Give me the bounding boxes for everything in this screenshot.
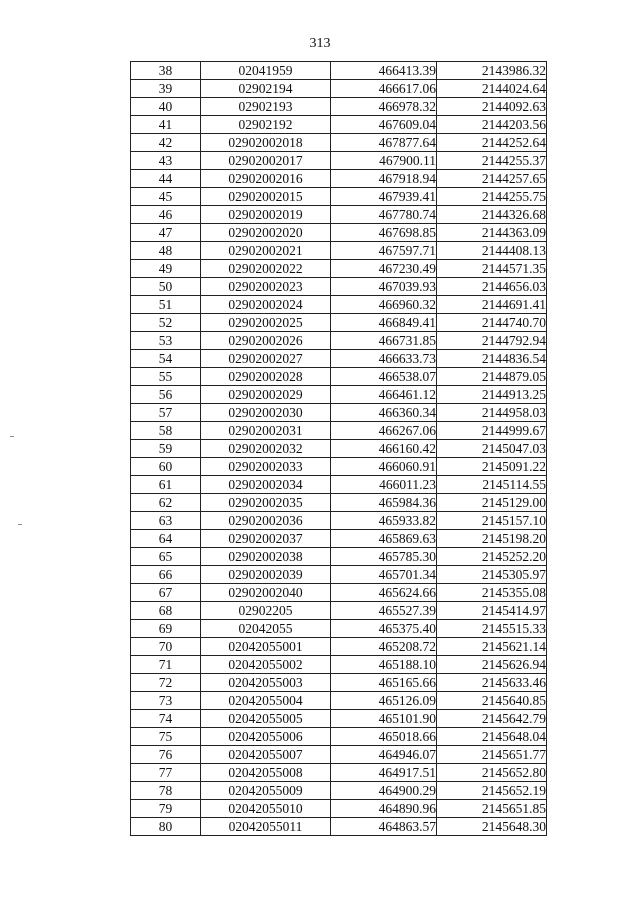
row-number: 42 <box>131 134 201 152</box>
table-row <box>131 530 547 548</box>
row-number: 46 <box>131 206 201 224</box>
row-number: 50 <box>131 278 201 296</box>
table-row <box>131 512 547 530</box>
table-row <box>131 368 547 386</box>
coord-x: 465165.66 <box>331 674 437 692</box>
coord-x: 466160.42 <box>331 440 437 458</box>
row-number: 56 <box>131 386 201 404</box>
coord-y: 2144879.05 <box>437 368 547 386</box>
table-row <box>131 566 547 584</box>
point-code: 02902194 <box>201 80 331 98</box>
table-row <box>131 62 547 80</box>
row-number: 61 <box>131 476 201 494</box>
coord-y: 2145652.80 <box>437 764 547 782</box>
coord-x: 465527.39 <box>331 602 437 620</box>
row-number: 48 <box>131 242 201 260</box>
coord-x: 467780.74 <box>331 206 437 224</box>
point-code: 02902002019 <box>201 206 331 224</box>
table-row <box>131 800 547 818</box>
coord-y: 2144257.65 <box>437 170 547 188</box>
point-code: 02902002029 <box>201 386 331 404</box>
coord-x: 464900.29 <box>331 782 437 800</box>
row-number: 54 <box>131 350 201 368</box>
table-row <box>131 620 547 638</box>
table-row <box>131 386 547 404</box>
coord-x: 465701.34 <box>331 566 437 584</box>
point-code: 02042055011 <box>201 818 331 836</box>
coord-x: 466849.41 <box>331 314 437 332</box>
point-code: 02042055001 <box>201 638 331 656</box>
row-number: 71 <box>131 656 201 674</box>
row-number: 73 <box>131 692 201 710</box>
table-row <box>131 656 547 674</box>
table-row <box>131 602 547 620</box>
coord-y: 2145651.85 <box>437 800 547 818</box>
table-row <box>131 584 547 602</box>
table-row <box>131 692 547 710</box>
coord-x: 467597.71 <box>331 242 437 260</box>
row-number: 49 <box>131 260 201 278</box>
coord-x: 467609.04 <box>331 116 437 134</box>
table-row <box>131 458 547 476</box>
row-number: 60 <box>131 458 201 476</box>
coord-y: 2144792.94 <box>437 332 547 350</box>
coord-y: 2144691.41 <box>437 296 547 314</box>
coord-y: 2145414.97 <box>437 602 547 620</box>
coord-x: 465869.63 <box>331 530 437 548</box>
point-code: 02902002020 <box>201 224 331 242</box>
table-row <box>131 98 547 116</box>
coord-x: 467039.93 <box>331 278 437 296</box>
row-number: 55 <box>131 368 201 386</box>
point-code: 02902205 <box>201 602 331 620</box>
row-number: 38 <box>131 62 201 80</box>
coord-x: 465933.82 <box>331 512 437 530</box>
coord-x: 467900.11 <box>331 152 437 170</box>
table-row <box>131 224 547 242</box>
coord-x: 466633.73 <box>331 350 437 368</box>
margin-mark <box>10 436 14 437</box>
coord-y: 2145642.79 <box>437 710 547 728</box>
point-code: 02042055006 <box>201 728 331 746</box>
coord-x: 466538.07 <box>331 368 437 386</box>
coord-y: 2143986.32 <box>437 62 547 80</box>
row-number: 72 <box>131 674 201 692</box>
row-number: 69 <box>131 620 201 638</box>
point-code: 02902002040 <box>201 584 331 602</box>
row-number: 76 <box>131 746 201 764</box>
row-number: 80 <box>131 818 201 836</box>
row-number: 63 <box>131 512 201 530</box>
coord-y: 2145515.33 <box>437 620 547 638</box>
table-row <box>131 494 547 512</box>
point-code: 02902002015 <box>201 188 331 206</box>
coord-y: 2144740.70 <box>437 314 547 332</box>
table-row <box>131 404 547 422</box>
point-code: 02902002018 <box>201 134 331 152</box>
table-row <box>131 764 547 782</box>
point-code: 02902002025 <box>201 314 331 332</box>
coord-y: 2145157.10 <box>437 512 547 530</box>
table-row <box>131 746 547 764</box>
coord-y: 2145129.00 <box>437 494 547 512</box>
point-code: 02042055 <box>201 620 331 638</box>
coord-x: 465624.66 <box>331 584 437 602</box>
coord-x: 465126.09 <box>331 692 437 710</box>
row-number: 45 <box>131 188 201 206</box>
coord-x: 466617.06 <box>331 80 437 98</box>
coord-x: 466978.32 <box>331 98 437 116</box>
table-body <box>131 62 547 836</box>
row-number: 58 <box>131 422 201 440</box>
row-number: 47 <box>131 224 201 242</box>
row-number: 59 <box>131 440 201 458</box>
point-code: 02042055010 <box>201 800 331 818</box>
point-code: 02042055004 <box>201 692 331 710</box>
coord-x: 466461.12 <box>331 386 437 404</box>
point-code: 02902002035 <box>201 494 331 512</box>
row-number: 70 <box>131 638 201 656</box>
point-code: 02902002022 <box>201 260 331 278</box>
table-row <box>131 170 547 188</box>
table-row <box>131 206 547 224</box>
coord-y: 2145252.20 <box>437 548 547 566</box>
point-code: 02902002036 <box>201 512 331 530</box>
page-number: 313 <box>309 36 331 51</box>
row-number: 74 <box>131 710 201 728</box>
coord-y: 2145198.20 <box>437 530 547 548</box>
point-code: 02042055003 <box>201 674 331 692</box>
table-row <box>131 296 547 314</box>
point-code: 02902002033 <box>201 458 331 476</box>
row-number: 57 <box>131 404 201 422</box>
coord-y: 2145626.94 <box>437 656 547 674</box>
coord-x: 466011.23 <box>331 476 437 494</box>
row-number: 75 <box>131 728 201 746</box>
coord-y: 2144999.67 <box>437 422 547 440</box>
point-code: 02902002024 <box>201 296 331 314</box>
coord-y: 2144836.54 <box>437 350 547 368</box>
coord-y: 2144092.63 <box>437 98 547 116</box>
table-row <box>131 260 547 278</box>
coord-x: 464890.96 <box>331 800 437 818</box>
row-number: 65 <box>131 548 201 566</box>
table-row <box>131 674 547 692</box>
table-row <box>131 116 547 134</box>
table-row <box>131 476 547 494</box>
row-number: 39 <box>131 80 201 98</box>
point-code: 02902002031 <box>201 422 331 440</box>
row-number: 52 <box>131 314 201 332</box>
coord-x: 466267.06 <box>331 422 437 440</box>
coord-x: 465018.66 <box>331 728 437 746</box>
point-code: 02902192 <box>201 116 331 134</box>
table-row <box>131 152 547 170</box>
table-row <box>131 710 547 728</box>
row-number: 64 <box>131 530 201 548</box>
coord-y: 2145640.85 <box>437 692 547 710</box>
table-row <box>131 134 547 152</box>
point-code: 02902002034 <box>201 476 331 494</box>
margin-mark <box>18 524 22 525</box>
coord-x: 465208.72 <box>331 638 437 656</box>
point-code: 02041959 <box>201 62 331 80</box>
coord-y: 2145652.19 <box>437 782 547 800</box>
table-row <box>131 80 547 98</box>
coord-x: 464863.57 <box>331 818 437 836</box>
coord-y: 2145114.55 <box>437 476 547 494</box>
coord-y: 2144913.25 <box>437 386 547 404</box>
coord-x: 467698.85 <box>331 224 437 242</box>
coord-y: 2144326.68 <box>437 206 547 224</box>
coord-y: 2145621.14 <box>437 638 547 656</box>
row-number: 53 <box>131 332 201 350</box>
row-number: 66 <box>131 566 201 584</box>
coord-x: 465375.40 <box>331 620 437 638</box>
table-row <box>131 548 547 566</box>
point-code: 02042055007 <box>201 746 331 764</box>
coord-x: 466960.32 <box>331 296 437 314</box>
coord-y: 2145648.30 <box>437 818 547 836</box>
point-code: 02902002037 <box>201 530 331 548</box>
coord-y: 2144571.35 <box>437 260 547 278</box>
table-row <box>131 278 547 296</box>
coord-x: 466060.91 <box>331 458 437 476</box>
point-code: 02902002017 <box>201 152 331 170</box>
table-row <box>131 818 547 836</box>
point-code: 02042055005 <box>201 710 331 728</box>
coord-y: 2144024.64 <box>437 80 547 98</box>
point-code: 02902002023 <box>201 278 331 296</box>
coord-y: 2145047.03 <box>437 440 547 458</box>
row-number: 43 <box>131 152 201 170</box>
row-number: 79 <box>131 800 201 818</box>
coord-x: 464946.07 <box>331 746 437 764</box>
coord-y: 2144363.09 <box>437 224 547 242</box>
point-code: 02902193 <box>201 98 331 116</box>
coord-x: 465101.90 <box>331 710 437 728</box>
coord-x: 467918.94 <box>331 170 437 188</box>
row-number: 68 <box>131 602 201 620</box>
table-row <box>131 332 547 350</box>
row-number: 77 <box>131 764 201 782</box>
table-row <box>131 728 547 746</box>
coord-x: 467939.41 <box>331 188 437 206</box>
row-number: 51 <box>131 296 201 314</box>
coord-y: 2144255.37 <box>437 152 547 170</box>
table-row <box>131 422 547 440</box>
row-number: 62 <box>131 494 201 512</box>
point-code: 02902002028 <box>201 368 331 386</box>
table-row <box>131 242 547 260</box>
coord-y: 2145305.97 <box>437 566 547 584</box>
coordinates-table <box>130 61 547 836</box>
coord-x: 466360.34 <box>331 404 437 422</box>
coord-x: 465984.36 <box>331 494 437 512</box>
coord-x: 466413.39 <box>331 62 437 80</box>
table-row <box>131 638 547 656</box>
point-code: 02042055002 <box>201 656 331 674</box>
coord-x: 465188.10 <box>331 656 437 674</box>
coord-x: 467230.49 <box>331 260 437 278</box>
point-code: 02902002016 <box>201 170 331 188</box>
row-number: 40 <box>131 98 201 116</box>
row-number: 67 <box>131 584 201 602</box>
coord-y: 2144656.03 <box>437 278 547 296</box>
table-row <box>131 782 547 800</box>
coord-y: 2144958.03 <box>437 404 547 422</box>
coord-y: 2144203.56 <box>437 116 547 134</box>
coord-y: 2145648.04 <box>437 728 547 746</box>
point-code: 02902002030 <box>201 404 331 422</box>
point-code: 02902002038 <box>201 548 331 566</box>
point-code: 02902002032 <box>201 440 331 458</box>
row-number: 78 <box>131 782 201 800</box>
point-code: 02902002026 <box>201 332 331 350</box>
coord-x: 465785.30 <box>331 548 437 566</box>
coord-y: 2145651.77 <box>437 746 547 764</box>
point-code: 02042055009 <box>201 782 331 800</box>
table-row <box>131 440 547 458</box>
point-code: 02902002039 <box>201 566 331 584</box>
row-number: 41 <box>131 116 201 134</box>
table-row <box>131 314 547 332</box>
coord-y: 2144408.13 <box>437 242 547 260</box>
coord-x: 467877.64 <box>331 134 437 152</box>
point-code: 02042055008 <box>201 764 331 782</box>
table-row <box>131 350 547 368</box>
row-number: 44 <box>131 170 201 188</box>
point-code: 02902002021 <box>201 242 331 260</box>
coord-y: 2144255.75 <box>437 188 547 206</box>
coord-y: 2145355.08 <box>437 584 547 602</box>
coord-x: 464917.51 <box>331 764 437 782</box>
coord-y: 2145091.22 <box>437 458 547 476</box>
point-code: 02902002027 <box>201 350 331 368</box>
coord-x: 466731.85 <box>331 332 437 350</box>
coord-y: 2145633.46 <box>437 674 547 692</box>
table-row <box>131 188 547 206</box>
coord-y: 2144252.64 <box>437 134 547 152</box>
